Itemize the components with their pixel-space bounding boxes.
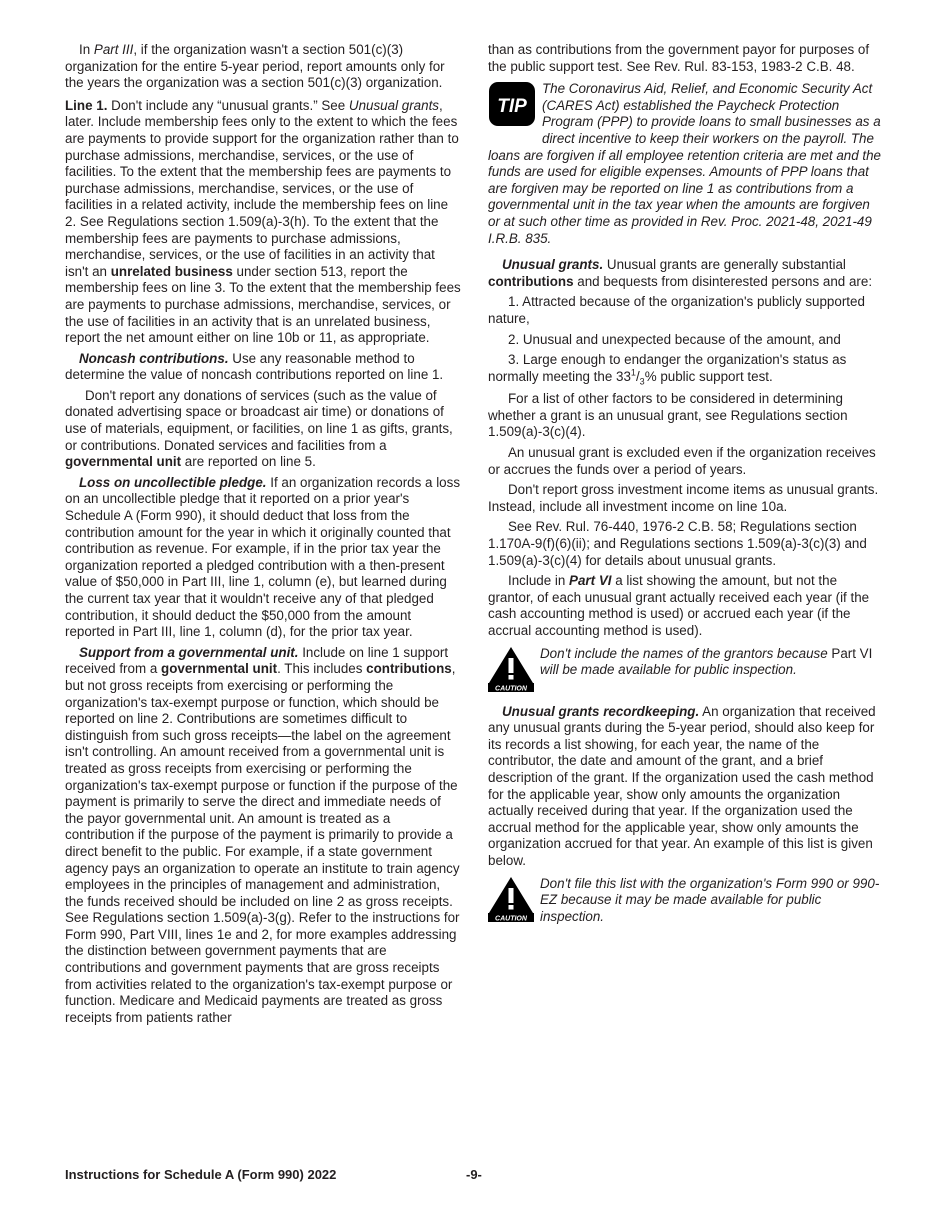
line-1-heading: Line 1. [65,97,108,113]
recordkeeping-paragraph: Unusual grants recordkeeping. An organization that received any unusual grants during the 5-year period, should also keep for its records a list showing, for each year, the name of the contributor, the date and amount of the grant, and a brief description of the grant. If the organization used the cash method for the applicable year, show only amounts the organization actually received during that year. If the organization used the accrual method for the applicable year, show only amounts the organization accrued for that year. An example of this list is given below. [488,703,876,868]
tip-label: TIP [497,96,527,118]
loss-heading: Loss on uncollectible pledge. [79,474,267,490]
caution-label: CAUTION [495,915,527,922]
caution-text-1: Don't include the names of the grantors because Part VI will be made available for public inspection. [540,645,873,678]
left-column [65,42,461,1030]
support-heading: Support from a governmental unit. [79,644,299,660]
caution-label: CAUTION [495,685,527,692]
caution-icon [488,646,534,697]
part-iii-paragraph: In Part III, if the organization wasn't a section 501(c)(3) organization for the entire 5-year period, report amounts only for the years the organization was a section 501(c)(3) organization. [65,42,445,91]
unusual-grants-heading: Unusual grants. [502,257,604,273]
factors-paragraph: For a list of other factors to be considered in determining whether a grant is an unusual grant, see Regulations section 1.509(a)-3(c)(4). [488,391,848,440]
unusual-grants-paragraph: Unusual grants. Unusual grants are generally substantial contributions and bequests from disinterested persons and are: [488,257,873,289]
caution-note-2 [488,876,884,926]
caution-note-1 [488,646,884,694]
page-number: -9- [466,1167,482,1182]
caution-icon [488,876,534,927]
line-1-paragraph: Line 1. Don't include any “unusual grants.” See Unusual grants, later. Include membership fees only to the extent to which the fees are payments to provide support for the organization rather than to purchase admissions, merchandise, services, or the use of facilities. To the extent that the membership fees are payments to purchase admissions, merchandise, services, or the use of facilities in a related activity, include the membership fees on line 2. See Regulations section 1.509(a)-3(h). To the extent that the membership fees are payments to purchase admissions, merchandise, services, or the use of facilities in an activity that isn't an unrelated business under section 513, report the membership fees on line 3. To the extent that the membership fees are payments to purchase admissions, merchandise, services, or the use of facilities in an activity that is an unrelated business, report the net amount either on line 10b or 11, as appropriate. [65,97,461,346]
footer-title: Instructions for Schedule A (Form 990) 2022 [65,1167,337,1182]
list-item-3: 3. Large enough to endanger the organization's status as normally meeting the $33^1/_3\%$ public support test. [488,352,847,387]
recordkeeping-heading: Unusual grants recordkeeping. [502,703,700,719]
list-item-2: 2. Unusual and unexpected because of the amount, and [508,331,841,347]
see-paragraph: See Rev. Rul. 76-440, 1976-2 C.B. 58; Regulations section 1.170A-9(f)(6)(ii); and Regulations sections 1.509(a)-3(c)(3) and 1.509(a)-3(c)(4) for details about unusual grants. [488,519,867,568]
tip-text: The Coronavirus Aid, Relief, and Economic Security Act (CARES Act) established the Paycheck Protection Program (PPP) to provide loans to small businesses as a direct incentive to keep their workers on the payroll. The loans are forgiven if all employee retention criteria are met and the funds are used for eligible expenses. Amounts of PPP loans that are forgiven may be reported on line 1 as contributions from a governmental unit in the tax year when the amounts are forgiven or at such other time as provided in Rev. Proc. 2021-48, 2021-49 I.R.B. 835. [488,81,882,246]
tip-note [488,81,884,247]
include-part-vi-paragraph: Include in Part VI a list showing the amount, but not the grantor, of each unusual grant actually received each year (if the cash accounting method is used) or accrued each year (if the accrual accounting method is used). [488,573,870,638]
loss-paragraph: Loss on uncollectible pledge. If an organization records a loss on an uncollectible pledge that it reported on a prior year's Schedule A (Form 990), it should deduct that loss from the contribution amount for the year in which it originally counted that contribution as revenue. For example, if in the prior tax year the organization reported a pledged contribution with a then-present value of $50,000 in Part III, line 1, column (e), but learned during the current tax year that it wouldn't receive any of that pledged contribution, it should deduct the $50,000 from the amount reported in Part III, line 1, column (d), for the prior tax year. [65,474,461,640]
continuation-paragraph: than as contributions from the government payor for purposes of the public support test. See Rev. Rul. 83-153, 1983-2 C.B. 48. [488,42,870,74]
caution-text-2: Don't file this list with the organization's Form 990 or 990-EZ because it may be made available for public inspection. [540,875,880,924]
gross-investment-paragraph: Don't report gross investment income items as unusual grants. Instead, include all investment income on line 10a. [488,482,879,514]
excluded-paragraph: An unusual grant is excluded even if the organization receives or accrues the funds over a period of years. [488,445,876,477]
support-paragraph: Support from a governmental unit. Include on line 1 support received from a governmental unit. This includes contributions, but not gross receipts from exercising or performing the organization's tax-exempt purpose or function, which should be reported on line 2. Contributions are sometimes difficult to distinguish from such gross receipts—the label on the agreement isn't controlling. An amount received from a governmental unit is treated as gross receipts from exercising or performing the organization's tax-exempt purpose or function if the purpose of the payment is primarily to serve the direct and immediate needs of the payor governmental unit. An amount is treated as a contribution if the purpose of the payment is primarily to provide a direct benefit to the public. For example, if a state government agency pays an organization to operate an institute to train agency employees in the principles of management and administration, the funds received should be included on line 2 as gross receipts. See Regulations section 1.509(a)-3(g). Refer to the instructions for Form 990, Part VIII, lines 1e and 2, for more examples addressing the distinction between government payments that are contributions and government payments that are gross receipts from activities related to the organization's tax-exempt purpose or function. Medicare and Medicaid payments are treated as gross receipts from patients rather [65,644,460,1025]
right-column [488,42,884,935]
services-paragraph: Don't report any donations of services (such as the value of donated advertising space or broadcast air time) or donations of use of materials, equipment, or facilities, on line 1 as gifts, grants, or contributions. Donated services and facilities from a governmental unit are reported on line 5. [65,387,453,470]
noncash-paragraph: Noncash contributions. Use any reasonable method to determine the value of noncash contributions reported on line 1. [65,350,444,383]
list-item-1: 1. Attracted because of the organization's publicly supported nature, [488,294,865,326]
noncash-heading: Noncash contributions. [79,350,229,366]
tip-icon [488,81,536,132]
